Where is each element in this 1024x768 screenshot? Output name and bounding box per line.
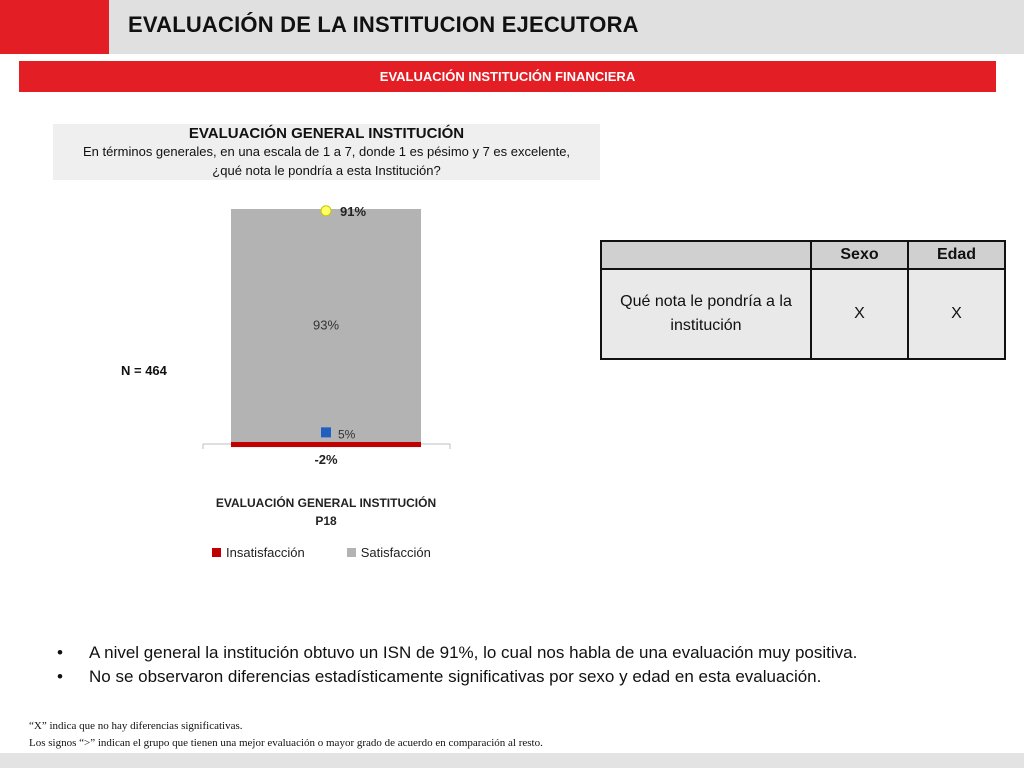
- bullet-text: A nivel general la institución obtuvo un ISN de 91%, lo cual nos habla de una evaluación muy positiva.: [89, 643, 858, 662]
- section-banner-label: EVALUACIÓN INSTITUCIÓN FINANCIERA: [379, 69, 636, 84]
- bullet-icon: •: [57, 667, 63, 686]
- footer-bar: [0, 753, 1024, 768]
- list-item: [57, 665, 857, 689]
- footnote-signs: Los signos “>” indican el grupo que tienen una mejor evaluación o mayor grado de acuerdo en comparación al resto.: [29, 737, 543, 749]
- table-header-empty: [601, 241, 811, 269]
- legend-item-satisfaccion: [347, 545, 431, 560]
- conclusion-list: [57, 641, 857, 689]
- legend-item-insatisfaccion: [212, 545, 305, 560]
- data-label-satisfaccion: 93%: [312, 317, 340, 333]
- bullet-text: No se observaron diferencias estadísticamente significativas por sexo y edad en esta evaluación.: [89, 667, 822, 686]
- bullet-icon: •: [57, 643, 63, 662]
- question-title: EVALUACIÓN GENERAL INSTITUCIÓN: [188, 125, 465, 142]
- table-row: [601, 269, 1005, 359]
- data-label-isn: 91%: [340, 203, 367, 219]
- footnote-x: “X” indica que no hay diferencias significativas.: [29, 720, 243, 732]
- category-label-line: EVALUACIÓN GENERAL INSTITUCIÓN: [215, 496, 437, 510]
- bar-insatisfaccion: [231, 442, 421, 447]
- significance-table: [600, 240, 1006, 360]
- legend-label-insatisfaccion: Insatisfacción: [226, 545, 305, 560]
- legend-swatch-satisfaccion: [347, 548, 356, 557]
- legend-swatch-insatisfaccion: [212, 548, 221, 557]
- marker-isn-point: [321, 206, 331, 216]
- table-cell-sexo: X: [811, 269, 908, 359]
- page-title: EVALUACIÓN DE LA INSTITUCION EJECUTORA: [128, 12, 639, 37]
- chart-legend: [212, 545, 431, 560]
- table-header-edad: Edad: [908, 241, 1005, 269]
- table-cell-edad: X: [908, 269, 1005, 359]
- sample-size-label: N = 464: [121, 363, 167, 378]
- data-label-square: 5%: [338, 427, 356, 442]
- table-header-sexo: Sexo: [811, 241, 908, 269]
- list-item: [57, 641, 857, 665]
- footnotes: [29, 718, 543, 752]
- table-row-label: Qué nota le pondría a la institución: [601, 269, 811, 359]
- marker-square-point: [321, 427, 331, 437]
- category-label-line: P18: [315, 514, 337, 528]
- data-label-insatisfaccion: -2%: [314, 452, 338, 467]
- table-header-row: [601, 241, 1005, 269]
- question-text: En términos generales, en una escala de 1 a 7, donde 1 es pésimo y 7 es excelente, ¿qué nota le pondría a esta Institución?: [82, 144, 571, 178]
- legend-label-satisfaccion: Satisfacción: [360, 545, 431, 560]
